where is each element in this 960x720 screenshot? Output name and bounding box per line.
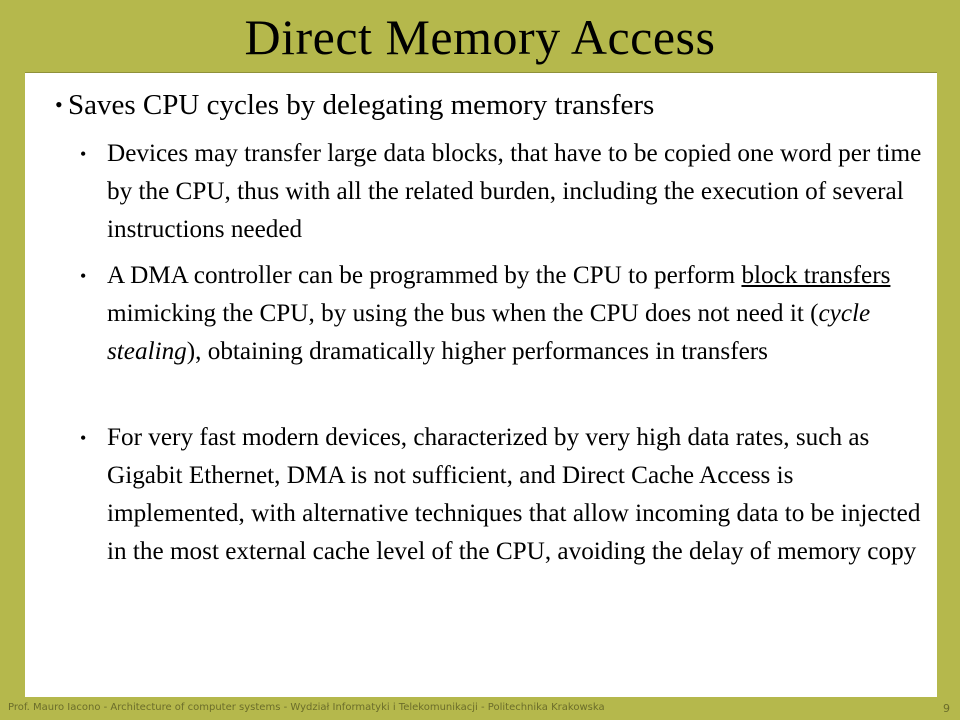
content-panel	[25, 72, 937, 697]
sub-bullet-2-text	[107, 257, 930, 371]
sub-bullet-2-text-middle: mimicking the CPU, by using the bus when the CPU does not need it (	[107, 300, 819, 327]
sub-bullet-2	[80, 257, 930, 371]
sub-bullet-3	[80, 419, 930, 571]
bullet-dot: •	[55, 92, 63, 117]
sub-bullet-2-text-end: ), obtaining dramatically higher performances in transfers	[186, 338, 768, 365]
cycle-stealing-term: cycle stealing	[107, 300, 871, 365]
slide-title: Direct Memory Access	[244, 9, 716, 65]
sub-bullet-2-text-start: A DMA controller can be programmed by the CPU to perform	[107, 262, 742, 289]
sub-bullet-1-text: Devices may transfer large data blocks, that have to be copied one word per time by the CPU, thus with all the related burden, including the execution of several instructions needed	[107, 140, 922, 243]
main-bullet	[55, 87, 918, 123]
block-transfers-term: block transfers	[741, 262, 891, 289]
page-number: 9	[943, 702, 950, 715]
bullet-dot: •	[80, 266, 87, 286]
sub-bullet-3-text: For very fast modern devices, characterized by very high data rates, such as Gigabit Ethernet, DMA is not sufficient, and Direct Cache Access is implemented, with alternative techniques that allow incoming data to be injected in the most external cache level of the CPU, avoiding the delay of memory copy	[107, 424, 921, 565]
bullet-dot: •	[80, 144, 87, 164]
slide-footer: Prof. Mauro Iacono - Architecture of computer systems - Wydział Informatyki i Telekomunikacji - Politechnika Krakowska	[8, 702, 605, 713]
sub-bullet-1	[80, 135, 930, 249]
bullet-dot: •	[80, 428, 87, 448]
main-bullet-text: Saves CPU cycles by delegating memory transfers	[68, 89, 655, 121]
